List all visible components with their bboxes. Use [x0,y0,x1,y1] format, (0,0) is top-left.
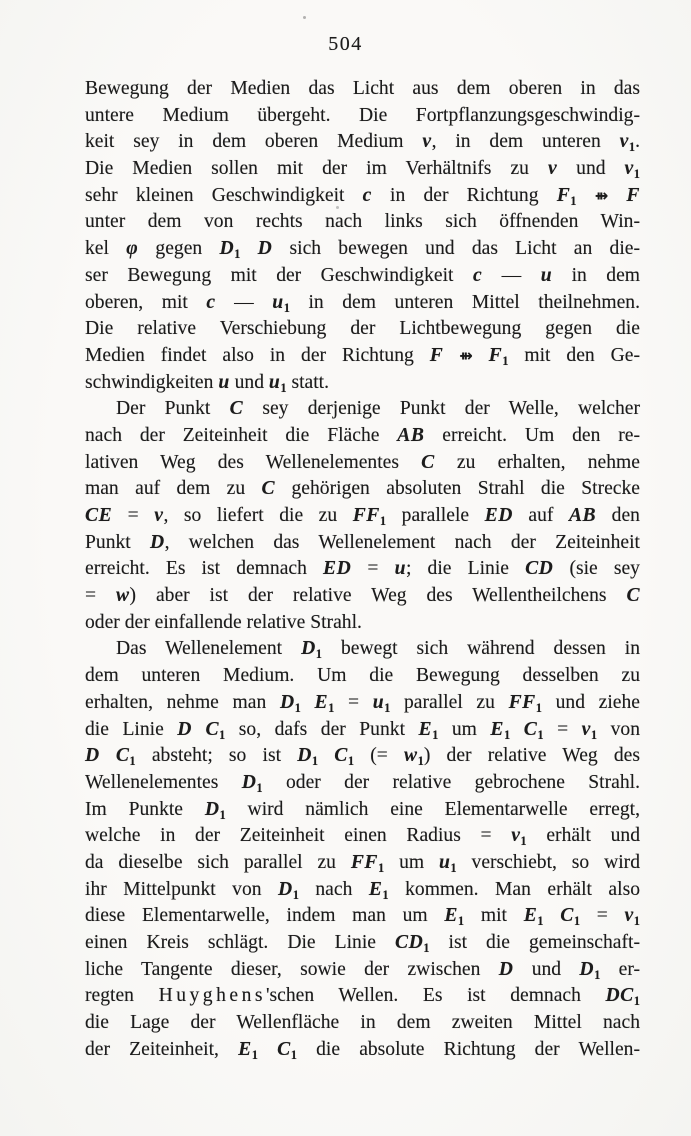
math-variable: D [301,638,316,660]
text-line: erreicht. Es ist demnach ED = u; die Linie CD (sie sey [85,558,640,580]
text-block [85,76,640,1063]
text-line: Das Wellenelement $D_1$ bewegt sich während dessen in [116,638,641,662]
page-number: 504 [328,33,363,55]
math-variable: F [429,344,444,366]
text-line: oder der einfallende relative Strahl. [85,611,362,633]
math-variable: v [581,718,591,740]
math-variable: E [314,691,329,713]
text-line: sehr kleinen Geschwindigkeit c in der Richtung $F_1$ ⇻ F [85,184,640,208]
text-line: dem unteren Medium. Um die Bewegung desselben zu [85,665,640,687]
text-line: D $C_1$ absteht; so ist $D_1$ $C_1$ (= $w_1$) der relative Weg des [85,745,640,769]
text-line: welche in der Zeiteinheit einen Radius = $v_1$ erhält und [85,825,641,849]
text-line: die Lage der Wellenfläche in dem zweiten Mittel nach [85,1012,640,1034]
math-variable: v [624,905,634,927]
math-variable: E [490,718,504,740]
math-variable: AB [568,505,597,526]
subscript-index: 1 [219,807,226,822]
math-variable: ED [323,558,352,580]
subscript-index: 1 [503,727,511,742]
math-variable: FF [508,691,536,713]
text-line: da dieselbe sich parallel zu $FF_1$ um $u_1$ verschiebt, so wird [85,851,641,875]
math-variable: CD [525,558,554,580]
subscript-index: 1 [417,754,424,769]
math-variable: E [238,1038,252,1060]
math-variable: u [372,691,385,713]
math-variable: D [204,798,220,820]
math-variable: D [219,238,235,260]
letterspaced-name: Huyghens [158,985,267,1007]
text-line: kel φ gegen $D_1$ D sich bewegen und das Licht an die- [85,238,640,262]
math-variable: D [241,771,257,793]
text-line: ser Bewegung mit der Geschwindigkeit c — u in dem [85,264,641,286]
subscript-index: 1 [573,914,581,929]
subscript-index: 1 [129,754,136,769]
math-variable: F [626,184,640,206]
math-variable: CD [395,932,424,953]
math-variable: D [279,691,295,713]
text-line: Wellenelementes $D_1$ oder der relative gebrochene Strahl. [85,771,640,795]
math-variable: F [488,344,503,366]
math-variable: w [404,745,418,767]
subscript-index: 1 [292,887,299,902]
text-line: Die Medien sollen mit der im Verhältnifs zu v und $v_1$ [85,158,640,182]
text-line: CE = v, so liefert die zu $FF_1$ parallele ED auf AB den [85,505,640,528]
text-line: die Linie D $C_1$ so, dafs der Punkt $E_1$ um $E_1$ $C_1 = v_1$ von [85,718,640,742]
text-line: ihr Mittelpunkt von $D_1$ nach $E_1$ kommen. Man erhält also [85,878,640,902]
math-variable: w [115,585,130,607]
math-variable: u [540,264,553,286]
math-variable: D [278,878,293,900]
math-variable: FF [352,505,380,526]
double-arrow-glyph: ⇻ [459,345,473,365]
subscript-index: 1 [450,860,457,875]
math-variable: c [362,184,372,206]
text-line: einen Kreis schlägt. Die Linie $CD_1$ ist die gemeinschaft- [85,932,640,955]
math-variable: v [422,131,432,153]
math-variable: C [261,478,276,500]
text-line: Medien findet also in der Richtung F ⇻ $F_1$ mit den Ge- [85,344,640,368]
text-line: regten Huyghens'schen Wellen. Es ist demnach $DC_1$ [85,985,641,1009]
math-variable: v [511,825,521,847]
math-variable: CE [85,505,113,526]
math-variable: u [439,851,451,873]
math-variable: D [177,718,192,740]
text-line: keit sey in dem oberen Medium v, in dem unteren $v_1$. [85,131,640,155]
subscript-index: 1 [502,353,509,368]
math-variable: C [421,451,435,473]
text-line: Die relative Verschiebung der Lichtbewegung gegen die [85,318,640,340]
subscript-index: 1 [537,914,544,929]
math-variable: v [624,158,634,180]
subscript-index: 1 [256,780,263,795]
math-variable: v [154,505,164,526]
subscript-index: 1 [535,700,542,715]
subscript-index: 1 [457,914,465,929]
math-variable: C [560,905,574,927]
subscript-index: 1 [294,700,301,715]
math-variable: c [206,291,216,313]
text-line: = w) aber ist der relative Weg des Wellentheilchens C [85,585,641,607]
math-variable: c [472,264,483,286]
math-variable: u [272,291,284,313]
math-variable: ED [484,505,513,526]
subscript-index: 1 [594,967,601,982]
math-variable: E [368,878,383,900]
math-variable: C [115,745,130,767]
math-variable: D [149,531,165,553]
text-line: nach der Zeiteinheit die Fläche AB erreicht. Um den re- [85,424,640,446]
subscript-index: 1 [628,140,636,155]
scan-speck [336,206,339,209]
math-variable: D [85,745,100,767]
math-variable: C [205,718,220,740]
subscript-index: 1 [423,941,430,955]
text-line: Punkt D, welchen das Wellenelement nach der Zeiteinheit [85,531,640,553]
math-variable: D [498,958,514,980]
math-variable: F [556,184,571,206]
math-variable: D [297,745,312,767]
math-variable: φ [126,238,139,260]
text-line: unter dem von rechts nach links sich öffnenden Win- [85,211,640,233]
subscript-index: 1 [315,647,323,662]
subscript-index: 1 [234,247,241,262]
text-line: lativen Weg des Wellenelementes C zu erhalten, nehme [85,451,640,473]
math-variable: u [394,558,406,580]
subscript-index: 1 [251,1047,258,1062]
text-line: liche Tangente dieser, sowie der zwischen D und $D_1$ er- [85,958,641,982]
double-arrow-glyph: ⇻ [594,185,609,205]
math-variable: C [277,1038,291,1060]
subscript-index: 1 [311,754,319,769]
subscript-index: 1 [537,727,544,742]
text-line: oberen, mit c — $u_1$ in dem unteren Mittel theilnehmen. [85,291,640,315]
subscript-index: 1 [382,887,389,902]
math-variable: u [218,371,230,393]
text-line: man auf dem zu C gehörigen absoluten Strahl die Strecke [85,478,640,500]
subscript-index: 1 [633,994,641,1009]
subscript-index: 1 [219,727,226,742]
math-variable: E [418,718,433,740]
math-variable: v [547,158,558,180]
subscript-index: 1 [633,167,640,182]
text-line: Bewegung der Medien das Licht aus dem oberen in das [85,78,640,99]
text-line: erhalten, nehme man $D_1$ $E_1 = u_1$ parallel zu $FF_1$ und ziehe [85,691,640,715]
text-line: diese Elementarwelle, indem man um $E_1$ mit $E_1$ $C_1 = v_1$ [85,905,640,929]
subscript-index: 1 [590,727,598,742]
subscript-index: 1 [379,514,387,528]
math-variable: FF [350,851,378,873]
math-variable: E [523,905,538,927]
subscript-index: 1 [347,754,355,769]
subscript-index: 1 [520,834,527,849]
math-variable: E [444,905,458,927]
subscript-index: 1 [377,860,385,875]
subscript-index: 1 [384,700,391,715]
text-line: untere Medium übergeht. Die Fortpflanzungsgeschwindig- [85,104,640,126]
math-variable: C [334,745,348,767]
subscript-index: 1 [328,700,335,715]
subscript-index: 1 [432,727,439,742]
math-variable: u [268,371,281,393]
subscript-index: 1 [633,914,640,929]
text-line: der Zeiteinheit, $E_1$ $C_1$ die absolute Richtung der Wellen- [85,1038,640,1062]
subscript-index: 1 [570,193,577,208]
math-variable: C [229,398,244,420]
text-line: schwindigkeiten u und $u_1$ statt. [85,371,330,395]
math-variable: v [619,131,629,153]
text-line: Im Punkte $D_1$ wird nämlich eine Elementarwelle erregt, [85,798,640,822]
subscript-index: 1 [280,380,287,395]
math-variable: DC [605,985,634,1007]
text-line: Der Punkt C sey derjenige Punkt der Welle, welcher [116,398,640,420]
math-variable: AB [397,424,425,446]
math-variable: C [626,585,641,607]
subscript-index: 1 [283,300,290,315]
math-variable: D [579,958,595,980]
scan-speck [303,16,306,19]
subscript-index: 1 [290,1047,297,1062]
math-variable: D [257,238,273,260]
math-variable: C [523,718,538,740]
